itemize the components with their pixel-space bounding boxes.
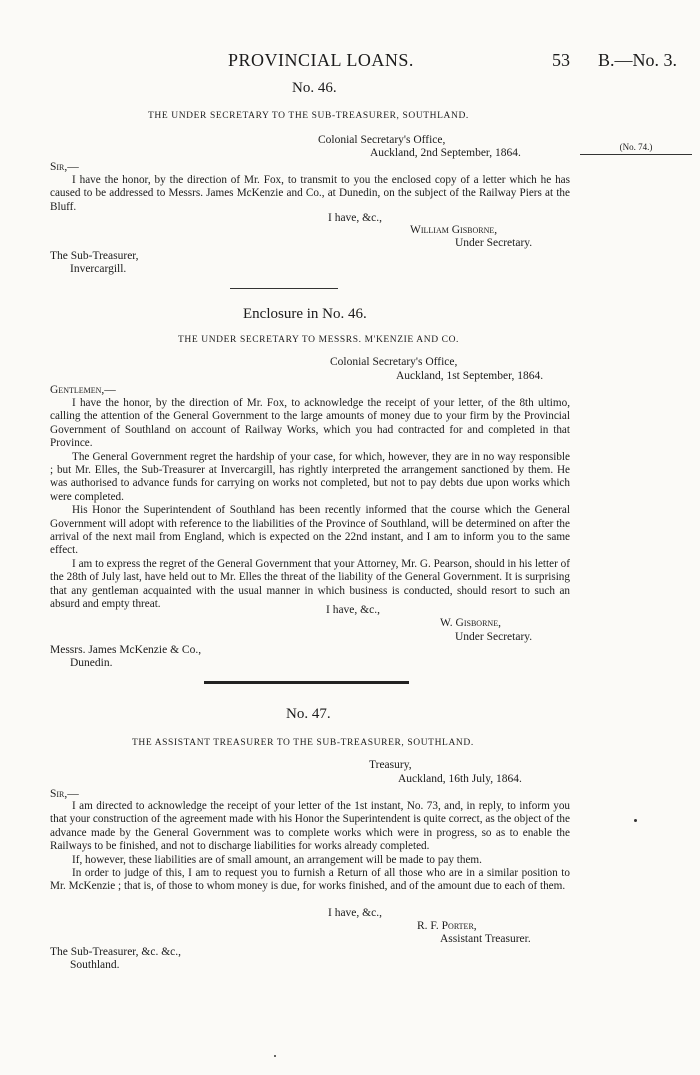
enclosure-addressee: Messrs. James McKenzie & Co., [50, 644, 202, 656]
scan-speck [634, 819, 637, 822]
letter-46-signature: William Gisborne, [410, 224, 498, 236]
letter-46-heading: THE UNDER SECRETARY TO THE SUB-TREASURER, SOUTHLAND. [148, 111, 469, 121]
letter-47-closing: I have, &c., [328, 907, 382, 919]
scan-speck [274, 1055, 276, 1057]
marginal-reference: (No. 74.) [580, 142, 692, 155]
document-reference: B.—No. 3. [598, 50, 678, 70]
enclosure-body [50, 397, 570, 612]
paragraph: If, however, these liabilities are of small amount, an arrangement will be made to pay them. [72, 853, 482, 866]
letter-46-addressee: The Sub-Treasurer, [50, 250, 139, 262]
paragraph: I am to express the regret of the General Government that your Attorney, Mr. G. Pearson, should in his letter of the 28th of July last, have held out to Mr. Elles the threat of the liability of the General Government. It is surprising that any gentleman acquainted with the usual manner in which business is conducted, should resort to such an absurd and empty threat. [50, 557, 570, 611]
page-number: 53 [552, 50, 570, 70]
enclosure-title: Enclosure in No. 46. [243, 306, 367, 322]
enclosure-signature-title: Under Secretary. [455, 631, 533, 643]
letter-47-signature: R. F. Porter, [417, 920, 477, 932]
letter-46-signature-title: Under Secretary. [455, 237, 533, 249]
paragraph: I have the honor, by the direction of Mr. Fox, to acknowledge the receipt of your letter, of the 8th ultimo, calling the attention of the General Government to the large amounts of money due to your firm by the Provincial Government of Southland on account of Railway Works, which you had contracted for and completed in that Province. [50, 397, 570, 450]
enclosure-addressee-place: Dunedin. [70, 657, 113, 669]
letter-46-number: No. 46. [292, 80, 337, 96]
letter-46-body [50, 174, 570, 214]
letter-47-body [50, 800, 570, 894]
paragraph: The General Government regret the hardship of your case, for which, however, they are in no way responsible ; but Mr. Elles, the Sub-Treasurer at Invercargill, has rightly interpreted the arrangement sanctioned by them. He was authorised to advance funds for carrying on works not completed, but not to pay debts due upon works which were completed. [50, 450, 570, 503]
letter-47-salutation: Sir,— [50, 788, 79, 800]
letter-46-office: Colonial Secretary's Office, [318, 134, 446, 146]
letter-47-heading: THE ASSISTANT TREASURER TO THE SUB-TREASURER, SOUTHLAND. [132, 738, 474, 748]
section-divider [230, 288, 338, 289]
enclosure-heading: THE UNDER SECRETARY TO MESSRS. M'KENZIE AND CO. [178, 335, 460, 345]
enclosure-signature: W. Gisborne, [440, 617, 501, 629]
letter-47-number: No. 47. [286, 706, 331, 722]
running-title: PROVINCIAL LOANS. [228, 50, 414, 70]
letter-46-salutation: Sir,— [50, 161, 79, 173]
paragraph: His Honor the Superintendent of Southland has been recently informed that the course which the General Government will adopt with reference to the liabilities of the Province of Southland, will be determined on after the arrival of the next mail from England, which is expected on the 22nd instant, and I am to inform you to the same effect. [50, 504, 570, 557]
letter-47-signature-title: Assistant Treasurer. [440, 933, 531, 945]
letter-46-addressee-place: Invercargill. [70, 263, 127, 275]
enclosure-office: Colonial Secretary's Office, [330, 356, 458, 368]
section-divider-thick [204, 681, 409, 684]
letter-47-office: Treasury, [369, 759, 412, 771]
enclosure-closing: I have, &c., [326, 604, 380, 616]
letter-46-closing: I have, &c., [328, 212, 382, 224]
letter-47-date: Auckland, 16th July, 1864. [398, 773, 522, 785]
paragraph: I am directed to acknowledge the receipt of your letter of the 1st instant, No. 73, and, in reply, to inform you that your construction of the agreement made with his Honor the Superintendent is quite correct, as the object of the advance made by the General Government was to complete works which were in progress, so as to enable the Railways to be finished, and not to discharge liabilities for works already completed. [50, 800, 570, 853]
paragraph: I have the honor, by the direction of Mr. Fox, to transmit to you the enclosed copy of a letter which he has caused to be addressed to Messrs. James McKenzie and Co., at Dunedin, on the subject of the Railway Piers at the Bluff. [50, 174, 570, 213]
paragraph: In order to judge of this, I am to request you to furnish a Return of all those who are in a similar position to Mr. McKenzie ; that is, of those to whom money is due, for works finished, and of the amount due to each of them. [50, 867, 570, 893]
enclosure-date: Auckland, 1st September, 1864. [396, 370, 544, 382]
letter-47-addressee: The Sub-Treasurer, &c. &c., [50, 946, 182, 958]
letter-46-date: Auckland, 2nd September, 1864. [370, 147, 521, 159]
enclosure-salutation: Gentlemen,— [50, 384, 116, 396]
letter-47-addressee-place: Southland. [70, 959, 120, 971]
